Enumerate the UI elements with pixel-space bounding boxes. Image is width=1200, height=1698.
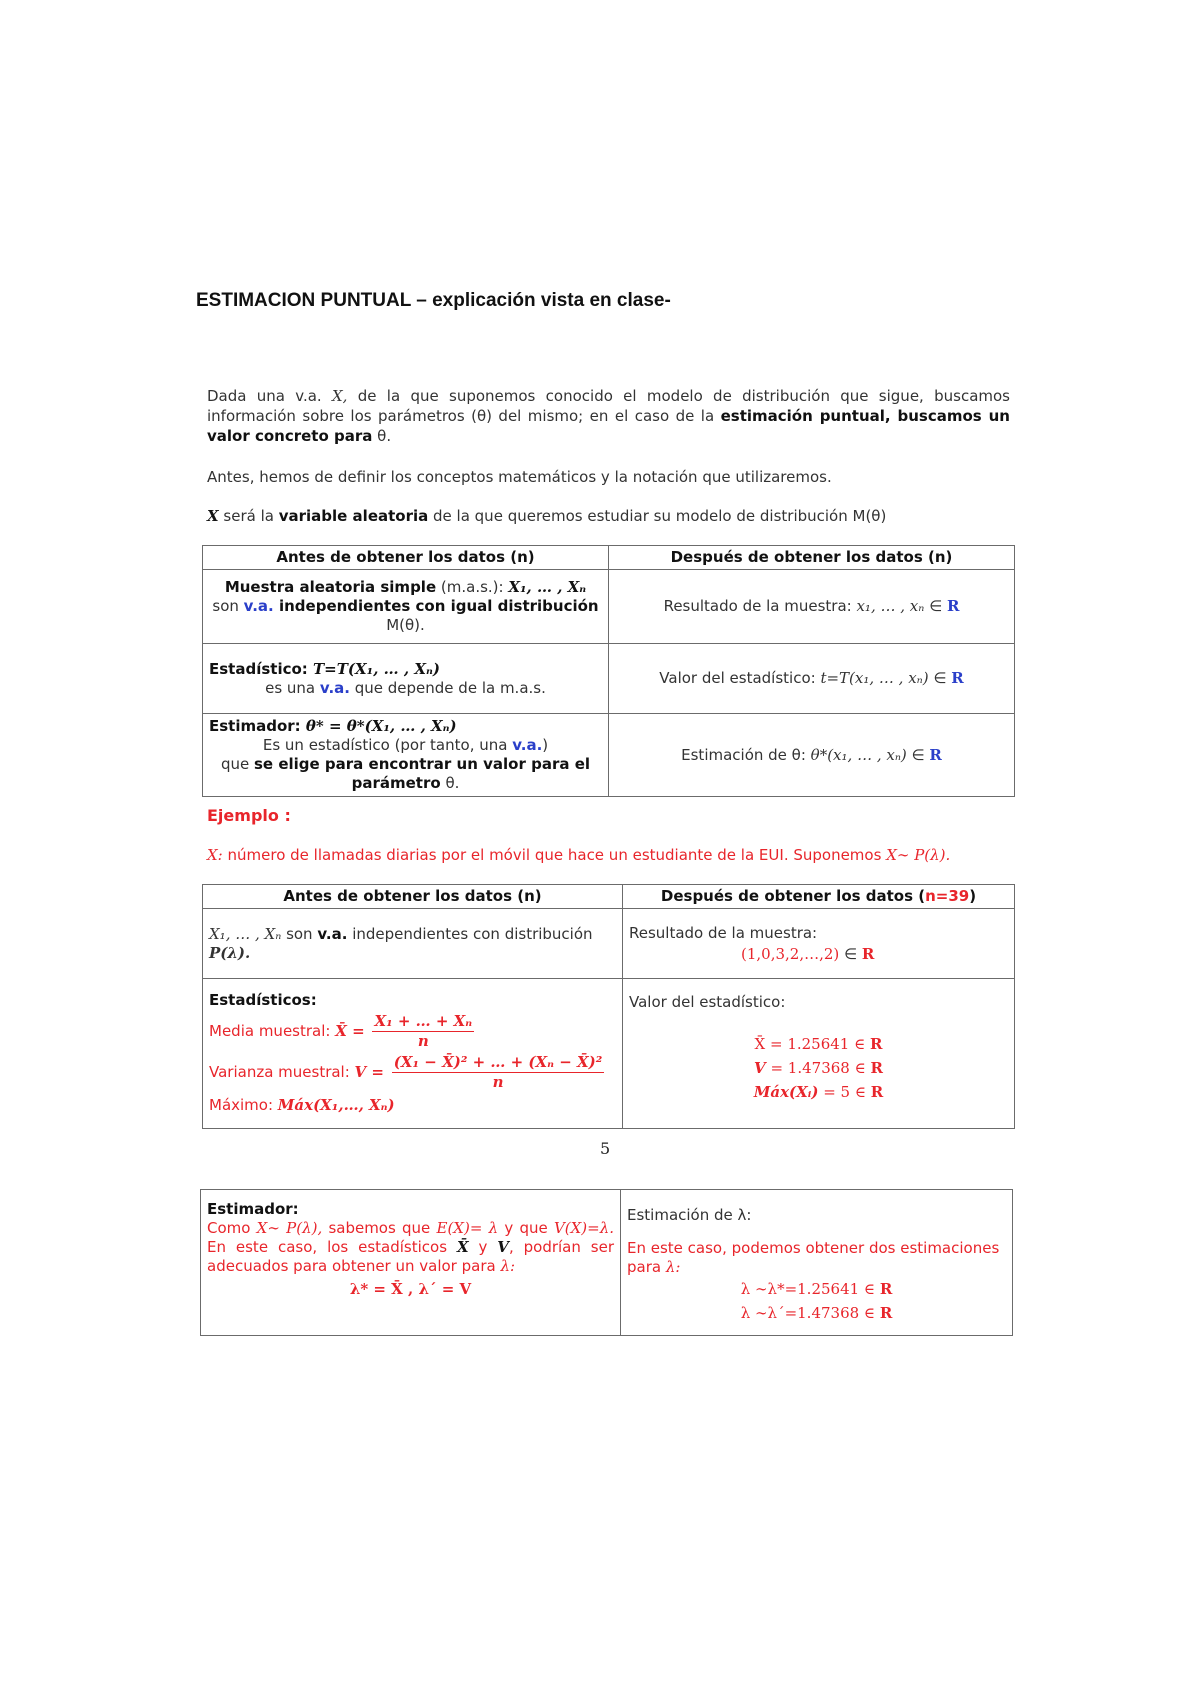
intro-bold: estimación puntual, buscamos un valor concreto para: [207, 407, 1010, 445]
var-x: X: [207, 507, 219, 525]
intro-end: θ.: [372, 427, 392, 445]
table1-header-after: Después de obtener los datos (n): [609, 546, 1015, 570]
p3-text-2: de la que queremos estudiar su modelo de distribución M(θ): [428, 507, 887, 525]
table3-cell-estimator: Estimador: Como X∼ P(λ), sabemos que E(X)= λ y que V(X)=λ. En este caso, los estadísticos X̄ y V, podrían ser adecuados para obtener un valor para λ: λ* = X̄ , λ´ = V: [201, 1190, 621, 1336]
table1-header-before: Antes de obtener los datos (n): [203, 546, 609, 570]
example-description: X: número de llamadas diarias por el móvil que hace un estudiante de la EUI. Suponemos X∼ P(λ).: [207, 846, 951, 864]
table1-cell-estimator: Estimador: θ* = θ*(X₁, … , Xₙ) Es un estadístico (por tanto, una v.a.) que se elige para encontrar un valor para el parámetro θ.: [203, 714, 609, 797]
table2-header-after: Después de obtener los datos (n=39): [623, 885, 1015, 909]
page-number: 5: [600, 1139, 611, 1158]
intro-paragraph-2: Antes, hemos de definir los conceptos matemáticos y la notación que utilizaremos.: [207, 468, 832, 486]
example-table: [202, 884, 1015, 1129]
page-title: ESTIMACION PUNTUAL – explicación vista en clase-: [196, 290, 671, 311]
p3-text: será la: [218, 507, 279, 525]
estimator-table: [200, 1189, 1013, 1336]
table1-cell-mas: Muestra aleatoria simple (m.a.s.): X₁, … , Xₙ son v.a. independientes con igual distribución M(θ).: [203, 570, 609, 644]
example-label: Ejemplo :: [207, 806, 291, 825]
table1-cell-stat-value: Valor del estadístico: t=T(x₁, … , xₙ) ∈ R: [609, 644, 1015, 714]
table2-cell-statistics: Estadísticos: Media muestral: X̄ = $\frac{\text{X₁ + … + Xₙ}}{n}$ Varianza muestral: V = $\frac{\text{(X₁ − X̄)² + … + (Xₙ − X̄)²}}{n}$ Máximo: Máx(X₁,…, Xₙ): [203, 979, 623, 1129]
table1-cell-statistic: Estadístico: T=T(X₁, … , Xₙ) es una v.a. que depende de la m.a.s.: [203, 644, 609, 714]
intro-var-x: X,: [332, 387, 348, 405]
table2-header-before: Antes de obtener los datos (n): [203, 885, 623, 909]
intro-paragraph-3: [207, 506, 1010, 526]
p3-bold: variable aleatoria: [278, 507, 429, 525]
table3-cell-estimation: Estimación de λ: En este caso, podemos obtener dos estimaciones para λ: λ ∼λ*=1.25641 ∈ R λ ∼λ´=1.47368 ∈ R: [621, 1190, 1013, 1336]
intro-text-2: de la que suponemos conocido el modelo de distribución que sigue, buscamos información sobre los parámetros (θ) del mismo; en el caso de la: [207, 387, 1010, 425]
definitions-table: [202, 545, 1015, 797]
table2-cell-values: Valor del estadístico: X̄ = 1.25641 ∈ R V = 1.47368 ∈ R Máx(Xᵢ) = 5 ∈ R: [623, 979, 1015, 1129]
table1-cell-estimation: Estimación de θ: θ*(x₁, … , xₙ) ∈ R: [609, 714, 1015, 797]
table2-cell-result: Resultado de la muestra: (1,0,3,2,…,2) ∈ R: [623, 909, 1015, 979]
table2-cell-sample: X₁, … , Xₙ son v.a. independientes con distribución P(λ).: [203, 909, 623, 979]
table1-cell-result: Resultado de la muestra: x₁, … , xₙ ∈ R: [609, 570, 1015, 644]
intro-paragraph: [207, 386, 1010, 446]
intro-text: Dada una v.a.: [207, 387, 332, 405]
